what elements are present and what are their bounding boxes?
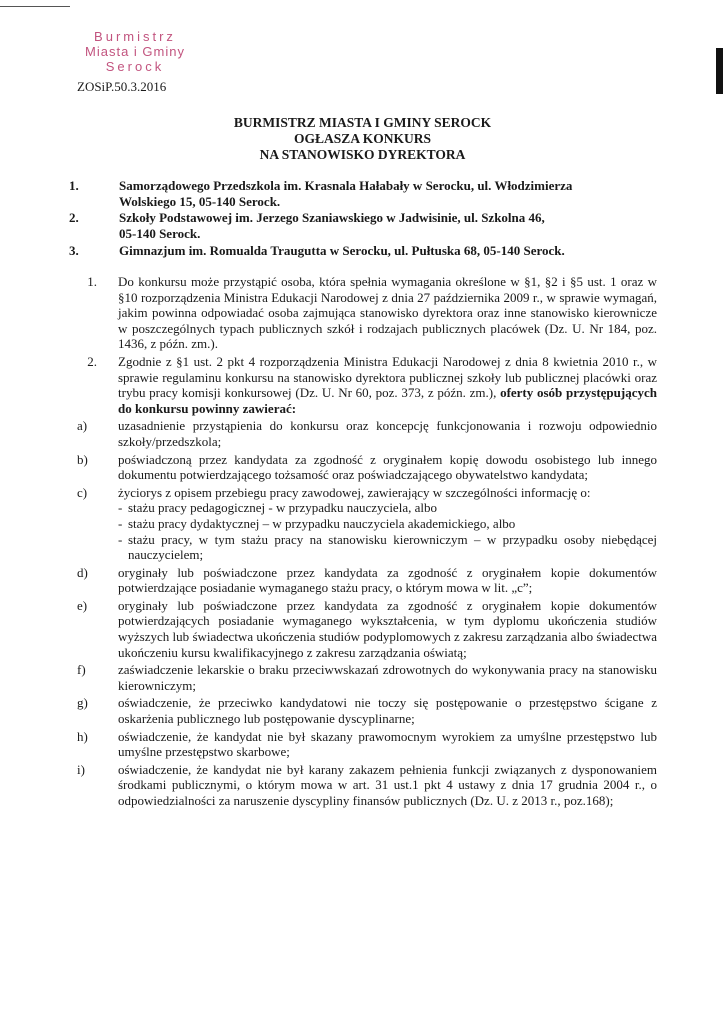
list-item <box>77 662 657 693</box>
school-number: 3. <box>69 243 79 258</box>
list-item <box>77 598 657 660</box>
list-item <box>77 485 657 563</box>
list-letter: b) <box>77 451 88 467</box>
school-line: Gimnazjum im. Romualda Traugutta w Serocku, ul. Pułtuska 68, 05-140 Serock. <box>119 243 565 258</box>
list-text: oświadczenie, że kandydat nie był karany zakazem pełnienia funkcji związanych z dysponowaniem środkami publicznymi, o którym mowa w art. 31 ust.1 pkt 4 ustawy z dnia 17 grudnia 2004 r., o odpowiedzialności za naruszenie dyscypliny finansów publicznych (Dz. U. z 2013 r., poz.168); <box>118 761 657 808</box>
list-letter: i) <box>77 761 85 777</box>
school-item <box>69 243 659 259</box>
list-text: oświadczenie, że przeciwko kandydatowi nie toczy się postępowanie o przestępstwo ścigane z oskarżenia publicznego lub postępowanie dyscyplinarne; <box>118 695 657 727</box>
dash: - <box>118 500 123 516</box>
sub-item <box>118 500 657 516</box>
list-letter: c) <box>77 484 88 500</box>
sub-item-text: stażu pracy dydaktycznej – w przypadku nauczyciela akademickiego, albo <box>128 515 516 531</box>
school-number: 1. <box>69 178 79 193</box>
school-item <box>69 210 659 242</box>
list-letter: g) <box>77 695 88 711</box>
list-letter: f) <box>77 662 86 678</box>
list-item <box>77 565 657 596</box>
list-item <box>77 729 657 760</box>
stamp-line-2: Miasta i Gminy <box>85 44 185 59</box>
paragraph-number: 1. <box>87 274 97 289</box>
sub-item-text: stażu pracy pedagogicznej - w przypadku nauczyciela, albo <box>128 500 437 516</box>
school-name <box>119 210 659 242</box>
list-letter: d) <box>77 564 88 580</box>
dash: - <box>118 531 123 547</box>
sub-item-text: stażu pracy, w tym stażu pracy na stanowisku kierowniczym – w przypadku osoby niebędącej nauczycielem; <box>128 531 657 563</box>
paragraph-text <box>118 354 657 416</box>
school-number: 2. <box>69 210 79 225</box>
list-text: zaświadczenie lekarskie o braku przeciwwskazań zdrowotnych do wykonywania pracy na stanowisku kierowniczym; <box>118 662 657 693</box>
top-rule <box>0 6 70 7</box>
scan-edge-mark <box>716 48 723 94</box>
list-letter: h) <box>77 728 88 744</box>
school-line: Samorządowego Przedszkola im. Krasnala Hałabały w Serocku, ul. Włodzimierza <box>119 178 573 193</box>
stamp-line-1: Burmistrz <box>94 29 176 44</box>
sub-item <box>118 516 657 532</box>
office-stamp <box>80 29 190 74</box>
list-text: uzasadnienie przystąpienia do konkursu oraz koncepcję funkcjonowania i rozwoju odpowiednio szkoły/przedszkola; <box>118 418 657 449</box>
school-item <box>69 178 659 210</box>
paragraph-number: 2. <box>87 353 97 369</box>
list-item <box>77 452 657 483</box>
list-letter: e) <box>77 597 88 613</box>
sub-item <box>118 532 657 563</box>
list-text: oświadczenie, że kandydat nie był skazany prawomocnym wyrokiem za umyślne przestępstwo lub umyślne przestępstwo skarbowe; <box>118 728 657 760</box>
document-body <box>77 274 657 811</box>
numbered-paragraph <box>77 274 657 352</box>
dash: - <box>118 515 123 531</box>
numbered-paragraph <box>77 354 657 416</box>
school-line: 05-140 Serock. <box>119 226 201 241</box>
paragraph-text: Do konkursu może przystąpić osoba, która spełnia wymagania określone w §1, §2 i §5 ust. 1 oraz w §10 rozporządzenia Ministra Edukacji Narodowej z dnia 27 października 2009 r., w sprawie wymagań, jakim powinna odpowiadać osoba zajmująca stanowisko dyrektora oraz inne stanowisko kierownicze w poszczególnych typach publicznych szkół i rodzajach publicznych placówek (Dz. U. Nr 184, poz. 1436, z późn. zm.). <box>118 274 657 352</box>
list-text: poświadczoną przez kandydata za zgodność z oryginałem kopię dowodu osobistego lub innego dokumentu potwierdzającego tożsamość oraz poświadczającego obywatelstwo kandydata; <box>118 451 657 483</box>
list-item <box>77 762 657 809</box>
reference-number: ZOSiP.50.3.2016 <box>77 79 167 94</box>
list-text: oryginały lub poświadczone przez kandydata za zgodność z oryginałem kopie dokumentów potwierdzające posiadanie wymaganego stażu pracy, o którym mowa w lit. „c”; <box>118 564 657 596</box>
heading-line-2: OGŁASZA KONKURS <box>294 131 431 146</box>
paragraph-text-bold: oferty osób przystępujących do konkursu powinny zawierać: <box>118 385 657 416</box>
list-text: oryginały lub poświadczone przez kandydata za zgodność z oryginałem kopie dokumentów potwierdzających posiadanie wymaganego wykształcenia, w tym dyplomu ukończenia studiów wyższych lub świadectwa ukończenia studiów podyplomowych z zakresu zarządzania albo świadectwa ukończeniu kursu kwalifikacyjnego z zakresu zarządzania oświatą; <box>118 597 657 660</box>
paragraph-text-regular: Zgodnie z §1 ust. 2 pkt 4 rozporządzenia Ministra Edukacji Narodowej z dnia 8 kwietnia 2010 r., w sprawie regulaminu konkursu na stanowisko dyrektora publicznej szkoły lub publicznej placówki oraz trybu pracy komisji konkursowej (Dz. U. Nr 60, poz. 373, z późn. zm.), <box>118 353 657 401</box>
school-line: Szkoły Podstawowej im. Jerzego Szaniawskiego w Jadwisinie, ul. Szkolna 46, <box>119 210 545 225</box>
heading-line-3: NA STANOWISKO DYREKTORA <box>259 147 466 162</box>
heading-line-1: BURMISTRZ MIASTA I GMINY SEROCK <box>233 115 492 130</box>
list-item <box>77 418 657 449</box>
school-name <box>119 243 659 259</box>
list-text: życiorys z opisem przebiegu pracy zawodowej, zawierający w szczególności informację o: <box>118 484 591 500</box>
stamp-line-3: Serock <box>105 59 165 74</box>
list-item <box>77 695 657 726</box>
school-line: Wolskiego 15, 05-140 Serock. <box>119 194 281 209</box>
school-name <box>119 178 659 210</box>
list-letter: a) <box>77 418 88 434</box>
